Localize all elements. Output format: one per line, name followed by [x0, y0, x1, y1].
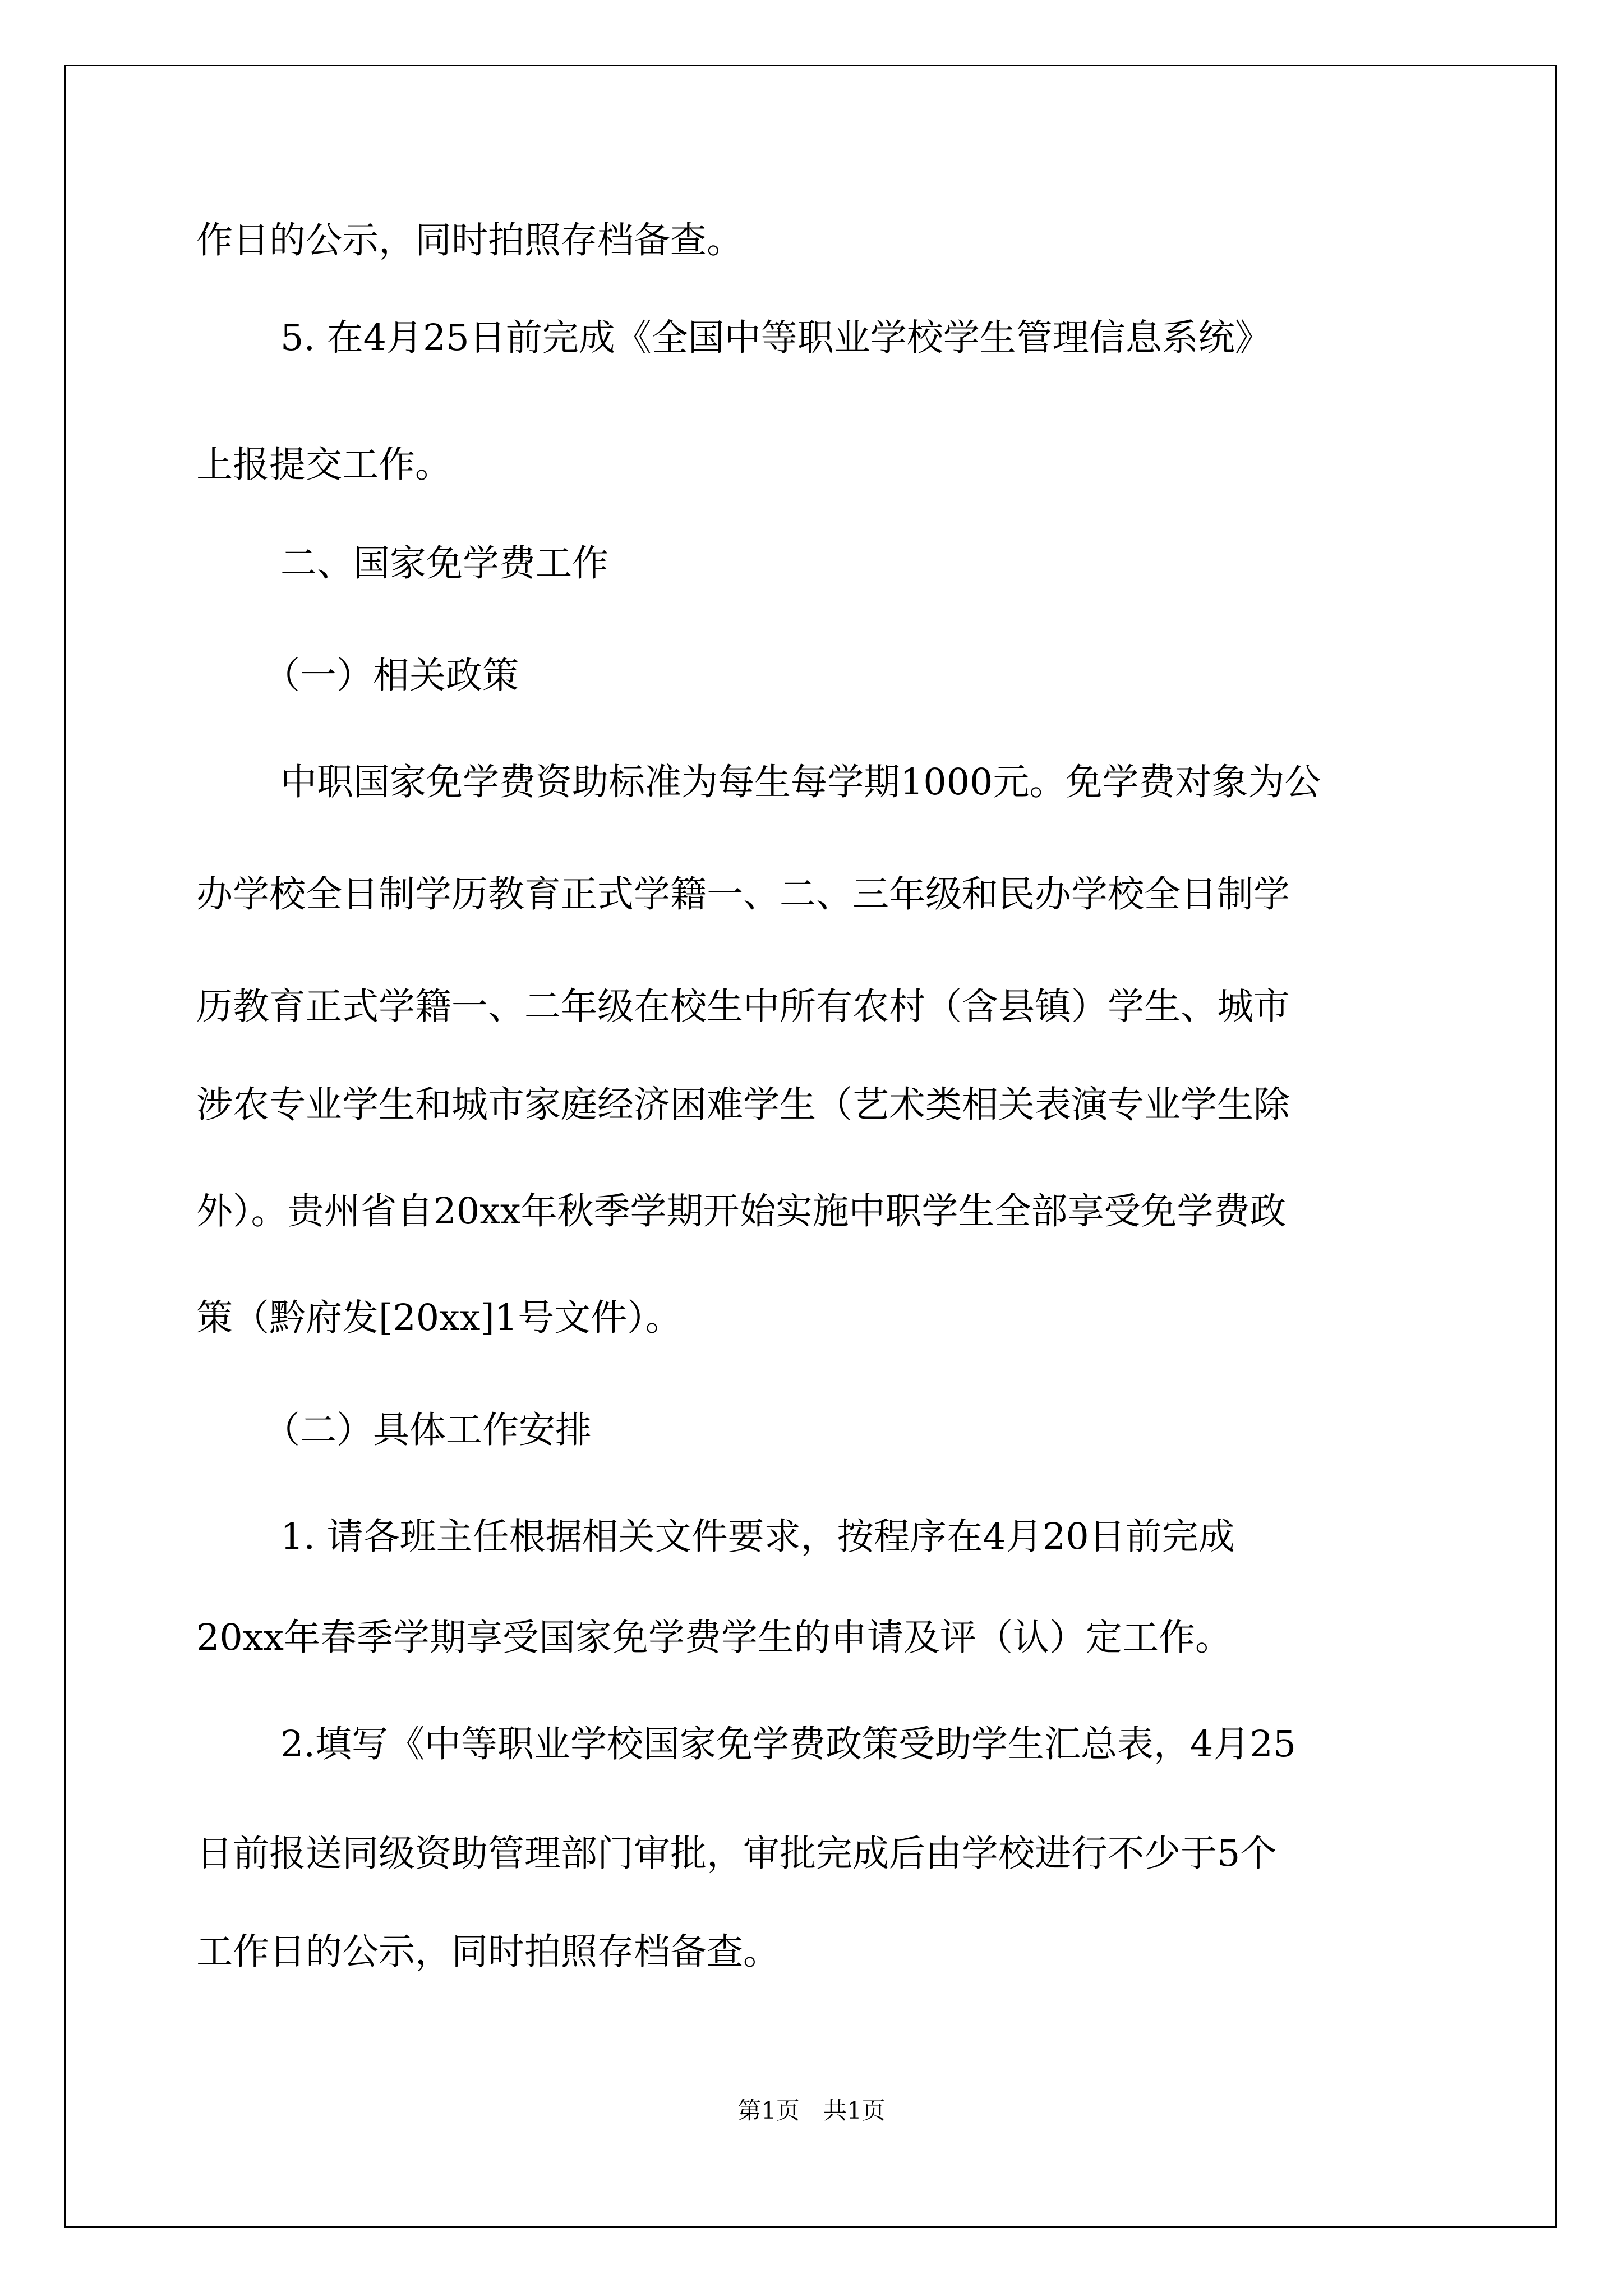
subsection-heading: （一）相关政策: [264, 655, 519, 697]
paragraph-line: 作日的公示，同时拍照存档备查。: [196, 219, 744, 261]
page-footer: 第1页 共1页: [737, 2097, 886, 2124]
paragraph-line: 中职国家免学费资助标准为每生每学期1000元。免学费对象为公: [280, 761, 1321, 803]
paragraph-line: 日前报送同级资助管理部门审批，审批完成后由学校进行不少于5个: [196, 1833, 1277, 1875]
page-border: [64, 65, 1557, 2228]
paragraph-line: 外）。贵州省自20xx年秋季学期开始实施中职学生全部享受免学费政: [196, 1190, 1287, 1232]
paragraph-line: 历教育正式学籍一、二年级在校生中所有农村（含县镇）学生、城市: [196, 986, 1290, 1028]
paragraph-line: 办学校全日制学历教育正式学籍一、二、三年级和民办学校全日制学: [196, 873, 1290, 915]
paragraph-line: 上报提交工作。: [196, 444, 452, 486]
paragraph-line: 工作日的公示，同时拍照存档备查。: [196, 1931, 780, 1973]
paragraph-line: 1. 请各班主任根据相关文件要求，按程序在4月20日前完成: [280, 1516, 1235, 1558]
paragraph-line: 2.填写《中等职业学校国家免学费政策受助学生汇总表，4月25: [280, 1723, 1297, 1765]
subsection-heading: （二）具体工作安排: [264, 1409, 592, 1451]
paragraph-line: 策（黔府发[20xx]1号文件）。: [196, 1297, 682, 1339]
section-heading: 二、国家免学费工作: [280, 542, 609, 585]
paragraph-line: 5. 在4月25日前完成《全国中等职业学校学生管理信息系统》: [280, 317, 1271, 359]
paragraph-line: 20xx年春季学期享受国家免学费学生的申请及评（认）定工作。: [196, 1617, 1232, 1659]
paragraph-line: 涉农专业学生和城市家庭经济困难学生（艺术类相关表演专业学生除: [196, 1084, 1290, 1126]
